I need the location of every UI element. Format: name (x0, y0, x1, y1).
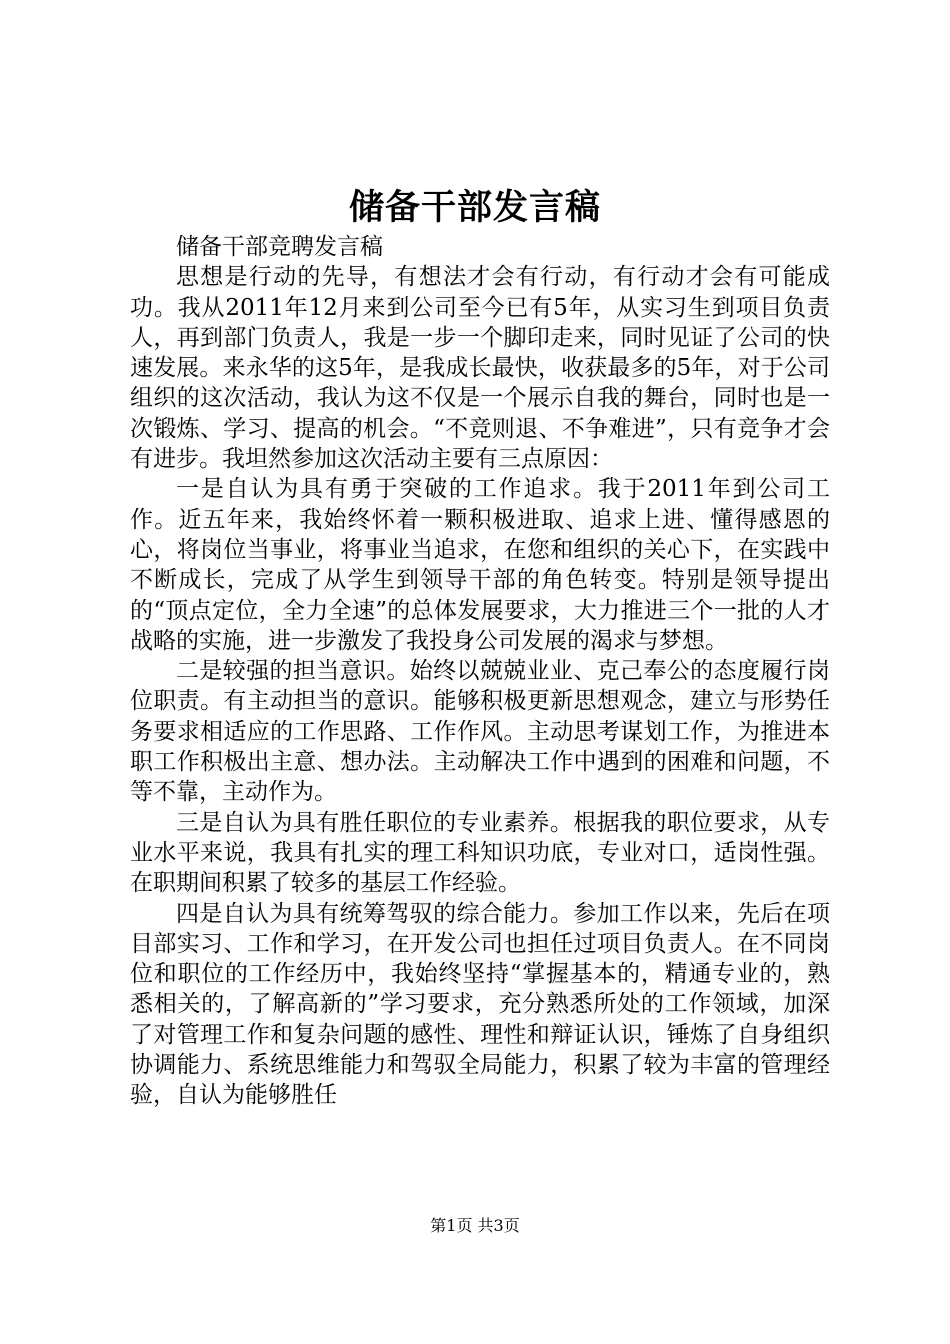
reason-one-paragraph: 一是自认为具有勇于突破的工作追求。我于2011年到公司工作。近五年来，我始终怀着一颗积极进取、追求上进、懂得感恩的心，将岗位当事业，将事业当追求，在您和组织的关心下，在实践中不断成长，完成了从学生到领导干部的角色转变。特别是领导提出的“顶点定位，全力全速”的总体发展要求，大力推进三个一批的人才战略的实施，进一步激发了我投身公司发展的渴求与梦想。 (130, 476, 830, 654)
reason-two-paragraph: 二是较强的担当意识。始终以兢兢业业、克己奉公的态度履行岗位职责。有主动担当的意识。能够积极更新思想观念，建立与形势任务要求相适应的工作思路、工作作风。主动思考谋划工作，为推进本职工作积极出主意、想办法。主动解决工作中遇到的困难和问题，不等不靠，主动作为。 (130, 658, 830, 806)
reason-four-paragraph: 四是自认为具有统筹驾驭的综合能力。参加工作以来，先后在项目部实习、工作和学习，在开发公司也担任过项目负责人。在不同岗位和职位的工作经历中，我始终坚持“掌握基本的，精通专业的，熟悉相关的，了解高新的”学习要求，充分熟悉所处的工作领域，加深了对管理工作和复杂问题的感性、理性和辩证认识，锤炼了自身组织协调能力、系统思维能力和驾驭全局能力，积累了较为丰富的管理经验，自认为能够胜任 (130, 900, 830, 1109)
reason-three-paragraph: 三是自认为具有胜任职位的专业素养。根据我的职位要求，从专业水平来说，我具有扎实的理工科知识功底，专业对口，适岗性强。在职期间积累了较多的基层工作经验。 (130, 809, 830, 897)
page-number-footer: 第1页 共3页 (430, 1216, 520, 1235)
document-body (130, 232, 830, 1111)
intro-paragraph: 思想是行动的先导，有想法才会有行动，有行动才会有可能成功。我从2011年12月来到公司至今已有5年，从实习生到项目负责人，再到部门负责人，我是一步一个脚印走来，同时见证了公司的快速发展。来永华的这5年，是我成长最快，收获最多的5年，对于公司组织的这次活动，我认为这不仅是一个展示自我的舞台，同时也是一次锻炼、学习、提高的机会。“不竞则退、不争难进”，只有竞争才会有进步。我坦然参加这次活动主要有三点原因： (130, 264, 830, 473)
subtitle-paragraph: 储备干部竞聘发言稿 (176, 234, 383, 260)
document-title: 储备干部发言稿 (348, 187, 601, 228)
